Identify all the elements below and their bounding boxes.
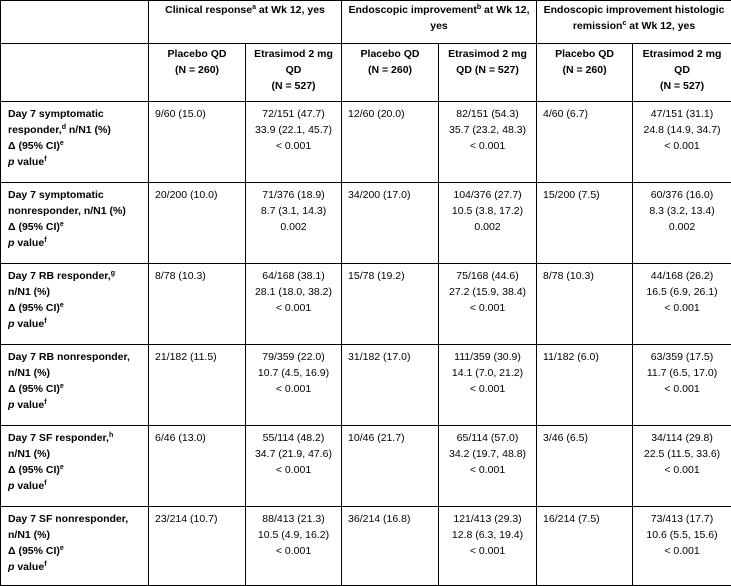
placebo-cell: 9/60 (15.0) bbox=[149, 102, 246, 183]
arm-header-row bbox=[1, 44, 731, 102]
etrasimod-cell: 34/114 (29.8) 22.5 (11.5, 33.6) < 0.001 bbox=[633, 426, 731, 507]
table-row bbox=[1, 345, 731, 426]
arm-header-etrasimod: Etrasimod 2 mg QD (N = 527) bbox=[439, 44, 537, 102]
placebo-cell: 15/78 (19.2) bbox=[342, 264, 439, 345]
placebo-cell: 20/200 (10.0) bbox=[149, 183, 246, 264]
row-label: Day 7 symptomatic responder,$^d$ n/N1 (%) Δ (95% CI)$^e$ p value$^f$ bbox=[1, 102, 149, 183]
row-label: Day 7 RB nonresponder, n/N1 (%) Δ (95% CI)$^e$ p value$^f$ bbox=[1, 345, 149, 426]
row-label: Day 7 SF responder,$^h$ n/N1 (%) Δ (95% CI)$^e$ p value$^f$ bbox=[1, 426, 149, 507]
group-header-histologic-remission: Endoscopic improvement histologic remission$^c$ at Wk 12, yes bbox=[537, 1, 731, 44]
etrasimod-cell: 88/413 (21.3) 10.5 (4.9, 16.2) < 0.001 bbox=[246, 507, 342, 586]
placebo-cell: 31/182 (17.0) bbox=[342, 345, 439, 426]
placebo-cell: 8/78 (10.3) bbox=[537, 264, 633, 345]
arm-header-placebo: Placebo QD (N = 260) bbox=[342, 44, 439, 102]
group-header-clinical-response: Clinical response$^a$ at Wk 12, yes bbox=[149, 1, 342, 44]
table-row bbox=[1, 264, 731, 345]
etrasimod-cell: 65/114 (57.0) 34.2 (19.7, 48.8) < 0.001 bbox=[439, 426, 537, 507]
group-header-row bbox=[1, 1, 731, 44]
etrasimod-cell: 44/168 (26.2) 16.5 (6.9, 26.1) < 0.001 bbox=[633, 264, 731, 345]
row-label: Day 7 SF nonresponder, n/N1 (%) Δ (95% CI)$^e$ p value$^f$ bbox=[1, 507, 149, 586]
placebo-cell: 15/200 (7.5) bbox=[537, 183, 633, 264]
etrasimod-cell: 104/376 (27.7) 10.5 (3.8, 17.2) 0.002 bbox=[439, 183, 537, 264]
row-label: Day 7 symptomatic nonresponder, n/N1 (%) Δ (95% CI)$^e$ p value$^f$ bbox=[1, 183, 149, 264]
etrasimod-cell: 111/359 (30.9) 14.1 (7.0, 21.2) < 0.001 bbox=[439, 345, 537, 426]
arm-header-placebo: Placebo QD (N = 260) bbox=[149, 44, 246, 102]
table-row bbox=[1, 183, 731, 264]
etrasimod-cell: 63/359 (17.5) 11.7 (6.5, 17.0) < 0.001 bbox=[633, 345, 731, 426]
corner-cell bbox=[1, 1, 149, 44]
placebo-cell: 16/214 (7.5) bbox=[537, 507, 633, 586]
placebo-cell: 11/182 (6.0) bbox=[537, 345, 633, 426]
placebo-cell: 23/214 (10.7) bbox=[149, 507, 246, 586]
placebo-cell: 6/46 (13.0) bbox=[149, 426, 246, 507]
arm-header-etrasimod: Etrasimod 2 mg QD (N = 527) bbox=[246, 44, 342, 102]
placebo-cell: 12/60 (20.0) bbox=[342, 102, 439, 183]
placebo-cell: 21/182 (11.5) bbox=[149, 345, 246, 426]
etrasimod-cell: 121/413 (29.3) 12.8 (6.3, 19.4) < 0.001 bbox=[439, 507, 537, 586]
etrasimod-cell: 71/376 (18.9) 8.7 (3.1, 14.3) 0.002 bbox=[246, 183, 342, 264]
etrasimod-cell: 47/151 (31.1) 24.8 (14.9, 34.7) < 0.001 bbox=[633, 102, 731, 183]
etrasimod-cell: 79/359 (22.0) 10.7 (4.5, 16.9) < 0.001 bbox=[246, 345, 342, 426]
placebo-cell: 36/214 (16.8) bbox=[342, 507, 439, 586]
row-label-header bbox=[1, 44, 149, 102]
etrasimod-cell: 75/168 (44.6) 27.2 (15.9, 38.4) < 0.001 bbox=[439, 264, 537, 345]
group-header-endoscopic-improvement: Endoscopic improvement$^b$ at Wk 12, yes bbox=[342, 1, 537, 44]
placebo-cell: 4/60 (6.7) bbox=[537, 102, 633, 183]
arm-header-placebo: Placebo QD (N = 260) bbox=[537, 44, 633, 102]
placebo-cell: 3/46 (6.5) bbox=[537, 426, 633, 507]
placebo-cell: 34/200 (17.0) bbox=[342, 183, 439, 264]
etrasimod-cell: 55/114 (48.2) 34.7 (21.9, 47.6) < 0.001 bbox=[246, 426, 342, 507]
etrasimod-cell: 73/413 (17.7) 10.6 (5.5, 15.6) < 0.001 bbox=[633, 507, 731, 586]
arm-header-etrasimod: Etrasimod 2 mg QD (N = 527) bbox=[633, 44, 731, 102]
etrasimod-cell: 82/151 (54.3) 35.7 (23.2, 48.3) < 0.001 bbox=[439, 102, 537, 183]
table-row bbox=[1, 426, 731, 507]
placebo-cell: 8/78 (10.3) bbox=[149, 264, 246, 345]
etrasimod-cell: 60/376 (16.0) 8.3 (3.2, 13.4) 0.002 bbox=[633, 183, 731, 264]
etrasimod-cell: 64/168 (38.1) 28.1 (18.0, 38.2) < 0.001 bbox=[246, 264, 342, 345]
table-row bbox=[1, 102, 731, 183]
row-label: Day 7 RB responder,$^g$ n/N1 (%) Δ (95% CI)$^e$ p value$^f$ bbox=[1, 264, 149, 345]
placebo-cell: 10/46 (21.7) bbox=[342, 426, 439, 507]
etrasimod-cell: 72/151 (47.7) 33.9 (22.1, 45.7) < 0.001 bbox=[246, 102, 342, 183]
